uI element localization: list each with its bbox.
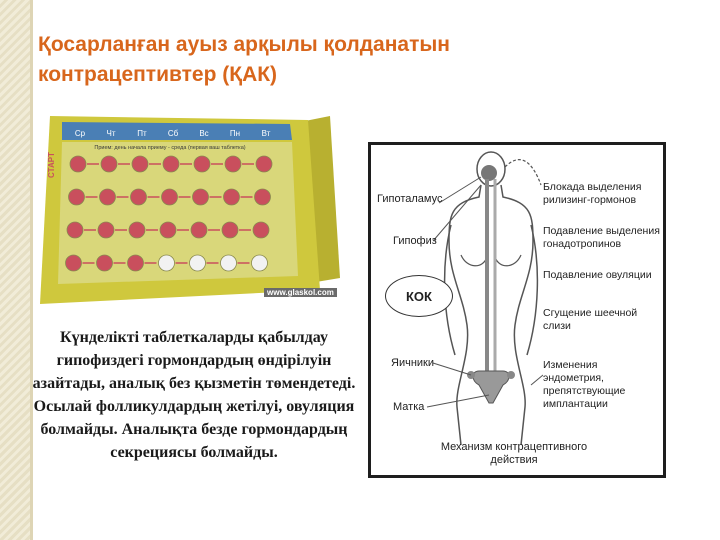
title-line-1: Қосарланған ауыз арқылы қолданатын (38, 33, 450, 56)
active-pill (225, 156, 241, 172)
active-pill (129, 222, 145, 238)
active-pill (191, 222, 207, 238)
label-pituitary: Гипофиз (393, 235, 437, 247)
label-uterus: Матка (393, 401, 425, 413)
active-pill (162, 189, 178, 205)
active-pill (224, 189, 240, 205)
active-pill (70, 156, 86, 172)
placebo-pill (252, 255, 268, 271)
active-pill (98, 222, 114, 238)
description-text: Күнделікті таблеткаларды қабылдау гипофиздегі гормондардың өндірілуін азайтады, аналық без қызметін төмендетеді. Осылай фолликулдардың жетілуі, овуляция болмайды. Аналықта безде гормондардың секрециясы болмайды. (32, 329, 356, 461)
placebo-pill (190, 255, 206, 271)
active-pill (128, 255, 144, 271)
pack-day-label: Чт (106, 129, 116, 138)
active-pill (100, 189, 116, 205)
pack-day-label: Вс (199, 129, 209, 138)
active-pill (101, 156, 117, 172)
placebo-pill (159, 255, 175, 271)
kok-circle: КОК (385, 275, 453, 317)
pack-day-label: Ср (74, 129, 86, 138)
title-line-2: контрацептивтер (ҚАК) (38, 63, 278, 86)
active-pill (69, 189, 85, 205)
label-cervical-mucus: Сгущение шеечной слизи (543, 307, 638, 332)
pack-day-label: Сб (167, 129, 179, 138)
active-pill (222, 222, 238, 238)
label-gonadotropin-suppression: Подавление выделения гонадотропинов (543, 225, 660, 250)
label-ovulation-suppression: Подавление овуляции (543, 269, 652, 281)
svg-text:Прием: день начала приему - ср: Прием: день начала приему - среда (первая ваш таблетка) (94, 145, 246, 151)
label-ovaries: Яичники (391, 357, 434, 369)
pack-day-label: Пн (229, 129, 241, 138)
label-hypothalamus: Гипоталамус (377, 193, 443, 205)
placebo-pill (221, 255, 237, 271)
active-pill (131, 189, 147, 205)
pill-pack-image (40, 108, 350, 313)
active-pill (160, 222, 176, 238)
pack-day-label: Вт (261, 129, 271, 138)
contraceptive-mechanism-diagram (368, 142, 666, 478)
active-pill (132, 156, 148, 172)
active-pill (193, 189, 209, 205)
pack-day-label: Пт (137, 129, 147, 138)
active-pill (253, 222, 269, 238)
label-releasing-hormone-block: Блокада выделения рилизинг-гормонов (543, 181, 642, 206)
active-pill (163, 156, 179, 172)
svg-text:СТАРТ: СТАРТ (47, 152, 56, 178)
watermark-text: www.glaskol.com (264, 288, 337, 297)
active-pill (194, 156, 210, 172)
active-pill (97, 255, 113, 271)
active-pill (66, 255, 82, 271)
active-pill (67, 222, 83, 238)
slide-title (38, 30, 598, 90)
label-endometrium-changes: Изменения эндометрия, препятствующие имплантации (543, 359, 626, 410)
active-pill (256, 156, 272, 172)
diagram-caption: Механизм контрацептивного действия (440, 441, 588, 466)
active-pill (255, 189, 271, 205)
